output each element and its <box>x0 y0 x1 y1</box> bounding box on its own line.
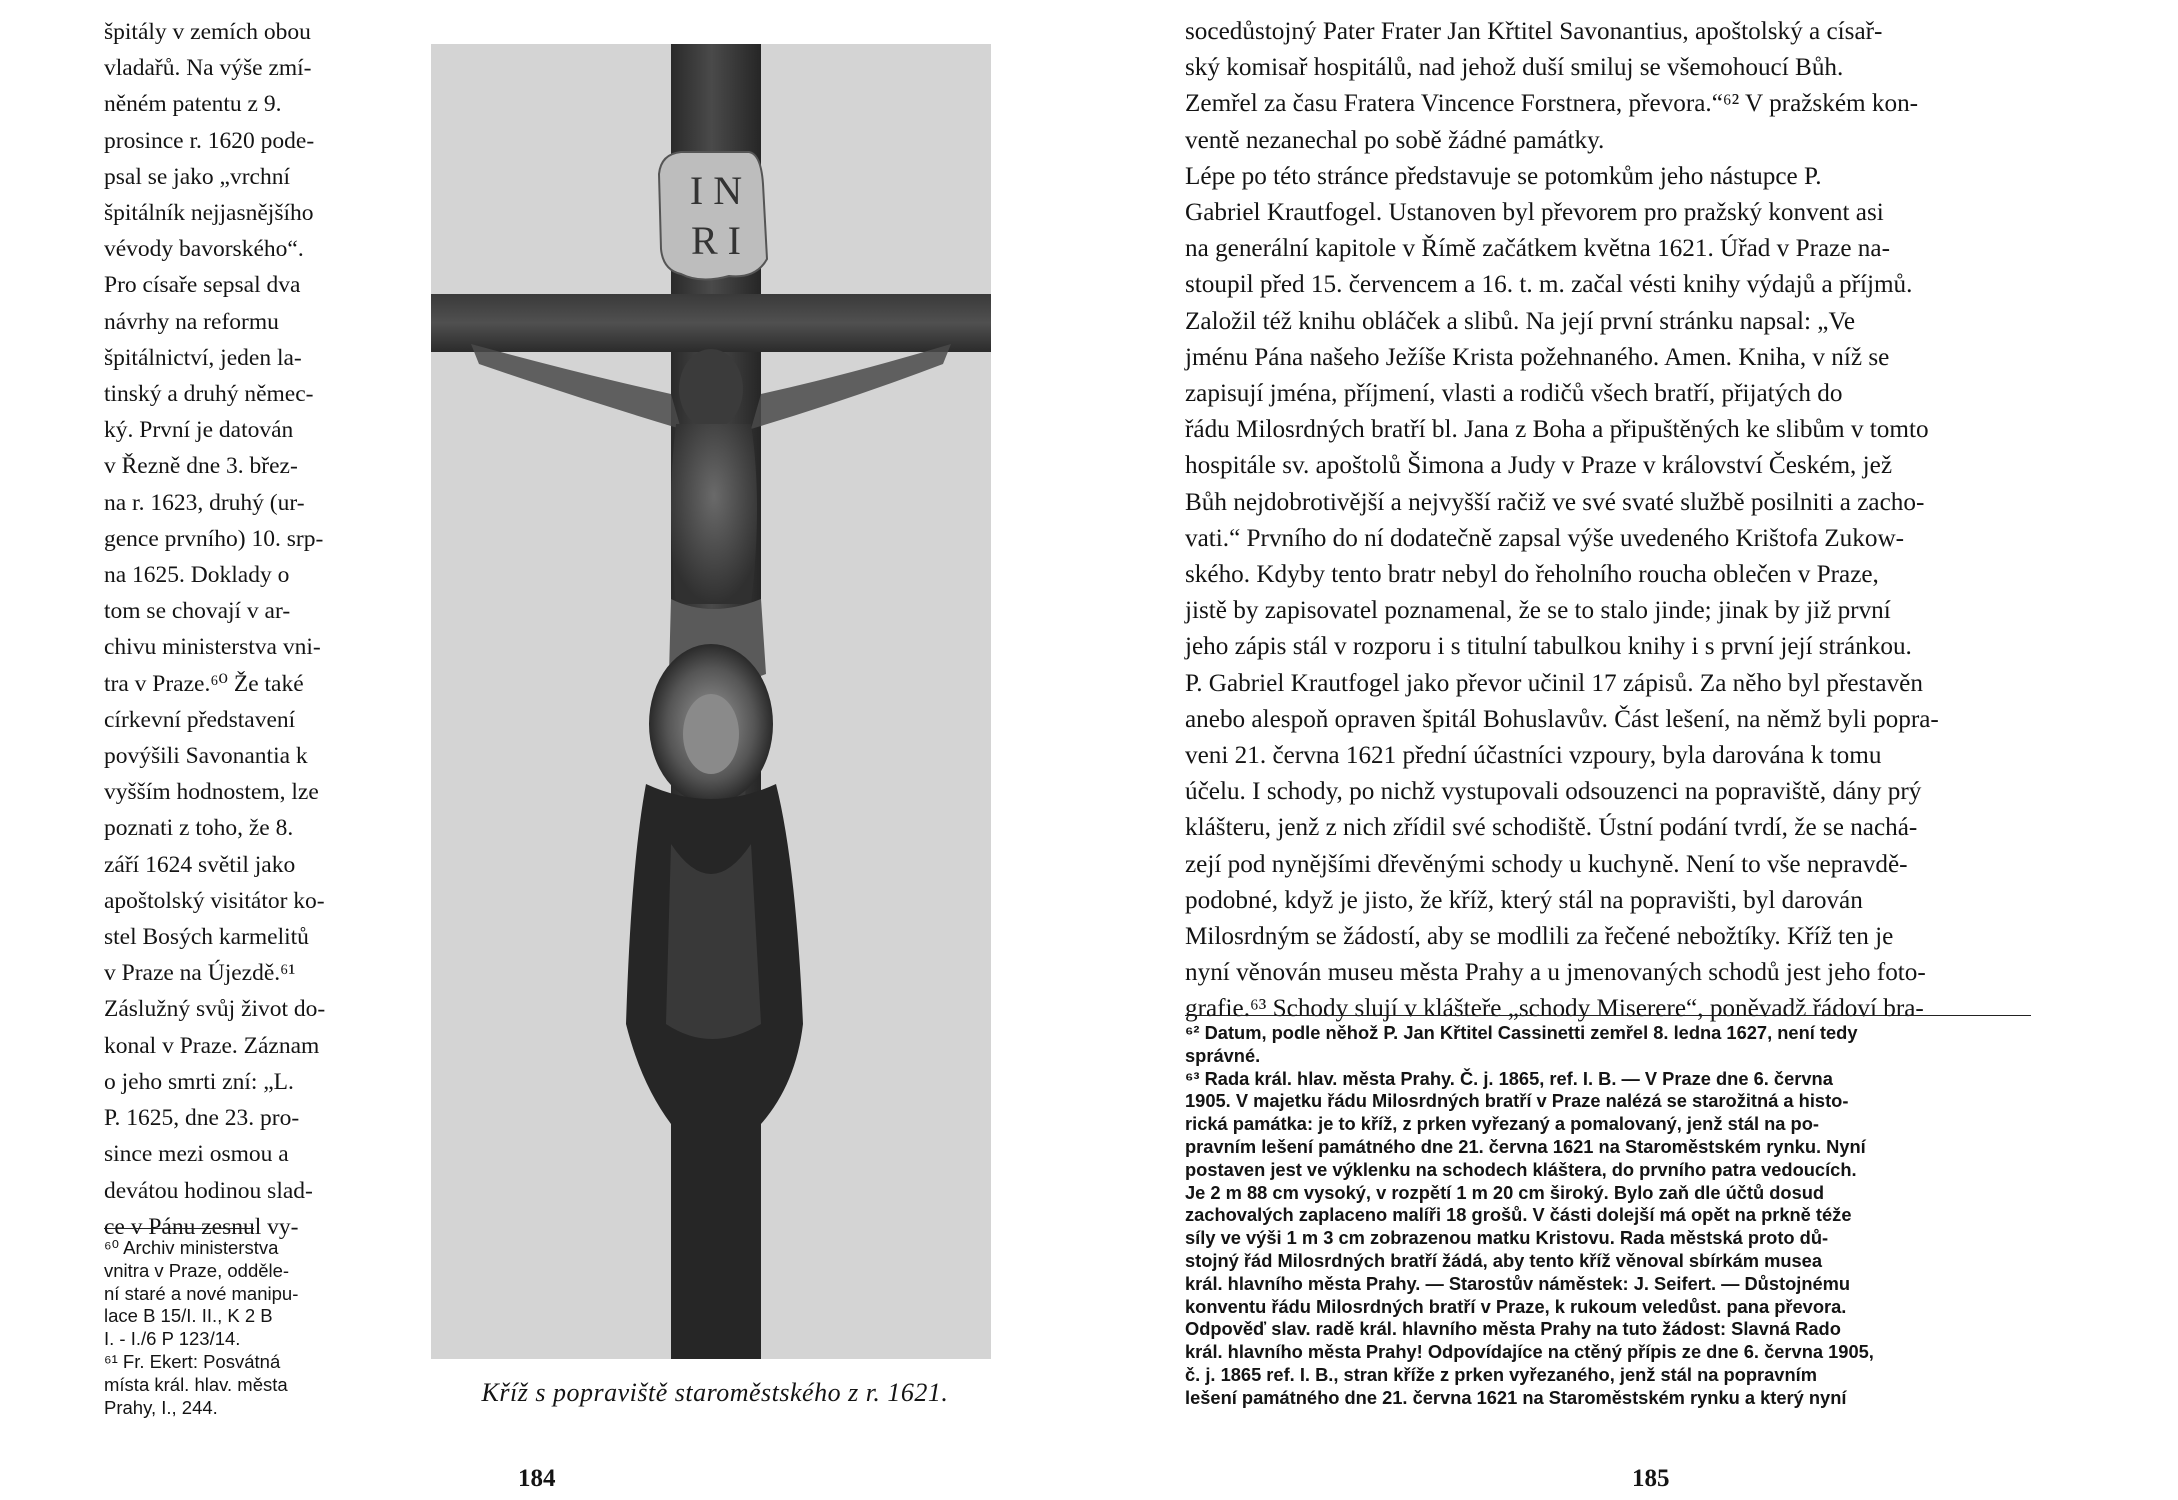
text-line: chivu ministerstva vni- <box>104 634 321 661</box>
inri-bottom: R I <box>691 218 741 263</box>
cross-horizontal-beam <box>431 294 991 352</box>
text-line: vyšším hodnostem, lze <box>104 779 319 806</box>
text-line: tra v Praze.⁶⁰ Že také <box>104 670 304 697</box>
text-line: povýšili Savonantia k <box>104 743 308 770</box>
right-page <box>1089 0 2178 1500</box>
text-line: hospitále sv. apoštolů Šimona a Judy v Praze v království Českém, jež <box>1185 452 1892 480</box>
text-line: špitálnictví, jeden la- <box>104 344 302 371</box>
text-line: poznati z toho, že 8. <box>104 815 294 842</box>
text-line: veni 21. června 1621 přední účastníci vzpoury, byla darována k tomu <box>1185 742 1882 770</box>
text-line: ventě nezanechal po sobě žádné památky. <box>1185 126 1605 154</box>
text-line: devátou hodinou slad- <box>104 1177 313 1204</box>
text-line: něném patentu z 9. <box>104 91 282 118</box>
text-line: září 1624 světil jako <box>104 851 296 878</box>
crucifix-photo <box>431 44 991 1359</box>
text-line: stel Bosých karmelitů <box>104 924 309 951</box>
footnote-divider-left <box>104 1228 254 1229</box>
footnote-line: č. j. 1865 ref. I. B., stran kříže z prken vyřezaného, jenž stál na popravním <box>1185 1363 1817 1385</box>
text-line: církevní představení <box>104 706 296 733</box>
footnote-line: lace B 15/I. II., K 2 B <box>104 1305 273 1327</box>
text-line: Gabriel Krautfogel. Ustanoven byl převorem pro pražský konvent asi <box>1185 199 1884 227</box>
text-line: Záslužný svůj život do- <box>104 996 326 1023</box>
text-line: v Řezně dne 3. břez- <box>104 453 298 480</box>
footnote-line: ⁶¹ Fr. Ekert: Posvátná <box>104 1350 281 1372</box>
image-caption: Kříž s popraviště staroměstského z r. 1621. <box>481 1378 949 1407</box>
footnote-line: vnitra v Praze, odděle- <box>104 1259 290 1281</box>
footnote-line: ní staré a nové manipu- <box>104 1282 299 1304</box>
text-line: vévody bavorského“. <box>104 236 304 263</box>
left-page-body-text <box>104 14 388 1245</box>
text-line: psal se jako „vrchní <box>104 163 290 190</box>
text-line: jeho zápis stál v rozporu i s titulní tabulkou knihy i s první její stránkou. <box>1185 633 1912 661</box>
left-page-footnotes <box>104 1237 388 1419</box>
text-line: konal v Praze. Záznam <box>104 1032 320 1059</box>
text-line: vati.“ Prvního do ní dodatečně zapsal výše uvedeného Krištofa Zukow- <box>1185 524 1905 552</box>
footnote-line: pravním lešení památného dne 21. června 1621 na Staroměstském rynku. Nyní <box>1185 1135 1866 1157</box>
text-line: Pro císaře sepsal dva <box>104 272 301 299</box>
text-line: na generální kapitole v Římě začátkem května 1621. Úřad v Praze na- <box>1185 235 1890 263</box>
text-line: v Praze na Újezdě.⁶¹ <box>104 960 296 987</box>
text-line: na 1625. Doklady o <box>104 562 290 589</box>
text-line: zejí pod nynějšími dřevěnými schody u kuchyně. Není to vše nepravdě- <box>1185 850 1908 878</box>
footnote-line: I. - I./6 P 123/14. <box>104 1328 241 1350</box>
footnote-line: stojný řád Milosrdných bratří žádá, aby tento kříž věnoval sbírkám musea <box>1185 1249 1822 1271</box>
page-number-right: 185 <box>1632 1465 1670 1492</box>
footnote-line: ⁶⁰ Archiv ministerstva <box>104 1237 279 1258</box>
text-line: o jeho smrti zní: „L. <box>104 1068 294 1095</box>
text-line: Lépe po této stránce představuje se potomkům jeho nástupce P. <box>1185 162 1822 190</box>
footnote-line: lešení památného dne 21. června 1621 na Staroměstském rynku a který nyní <box>1185 1386 1847 1408</box>
text-line: ského. Kdyby tento bratr nebyl do řeholního roucha oblečen v Praze, <box>1185 561 1879 589</box>
madonna-face <box>683 694 739 774</box>
text-line: ský komisař hospitálů, nad jehož duší smiluj se všemohoucí Bůh. <box>1185 54 1844 82</box>
text-line: P. 1625, dne 23. pro- <box>104 1105 300 1132</box>
text-line: ký. První je datován <box>104 417 294 444</box>
text-line: klášteru, jenž z nich zřídil své schodiště. Ústní podání tvrdí, že se nachá- <box>1185 814 1918 842</box>
footnote-line: ⁶³ Rada král. hlav. města Prahy. Č. j. 1865, ref. I. B. — V Praze dne 6. června <box>1185 1067 1833 1089</box>
text-line: návrhy na reformu <box>104 308 279 335</box>
footnote-line: král. hlavního města Prahy. — Starostův náměstek: J. Seifert. — Důstojnému <box>1185 1272 1851 1294</box>
text-line: na r. 1623, druhý (ur- <box>104 489 305 516</box>
text-line: tinský a druhý němec- <box>104 381 314 408</box>
text-line: podobné, když je jisto, že kříž, který stál na popravišti, byl darován <box>1185 886 1863 914</box>
crucifix-illustration <box>431 44 991 1359</box>
text-line: vladařů. Na výše zmí- <box>104 55 312 82</box>
christ-head <box>679 349 743 429</box>
footnote-line: rická památka: je to kříž, z prken vyřezaný a pomalovaný, jenž stál na po- <box>1185 1113 1819 1135</box>
footnote-line: postaven jest ve výklenku na schodech kláštera, do prvního patra vedoucích. <box>1185 1158 1857 1180</box>
text-line: Zemřel za času Fratera Vincence Forstnera, převora.“⁶² V pražském kon- <box>1185 90 1919 118</box>
text-line: ce v Pánu zesnul vy- <box>104 1213 299 1240</box>
footnote-line: konventu řádu Milosrdných bratří v Praze, k rukoum veledůst. pana převora. <box>1185 1295 1847 1317</box>
text-line: řádu Milosrdných bratří bl. Jana z Boha a připuštěných ke slibům v tomto <box>1185 416 1929 444</box>
text-line: tom se chovají v ar- <box>104 598 291 625</box>
footnote-line: král. hlavního města Prahy! Odpovídajíce na ctěný přípis ze dne 6. června 1905, <box>1185 1341 1874 1363</box>
text-line: apoštolský visitátor ko- <box>104 887 325 914</box>
text-line: Bůh nejdobrotivější a nejvyšší račiž ve své svaté službě posilniti a zacho- <box>1185 488 1925 516</box>
text-line: P. Gabriel Krautfogel jako převor učinil 17 zápisů. Za něho byl přestavěn <box>1185 669 1923 697</box>
text-line: jistě by zapisovatel poznamenal, že se to stalo jinde; jinak by již první <box>1185 597 1891 625</box>
page-number-left: 184 <box>518 1465 556 1492</box>
footnote-line: Je 2 m 88 cm vysoký, v rozpětí 1 m 20 cm široký. Bylo zaň dle účtů dosud <box>1185 1181 1825 1203</box>
footnote-line: zachovalých zaplaceno malíři 18 grošů. V části dolejší má opět na prkně téže <box>1185 1204 1852 1226</box>
text-line: Milosrdným se žádostí, aby se modlili za řečené nebožtíky. Kříž ten je <box>1185 923 1894 951</box>
footnote-line: ⁶² Datum, podle něhož P. Jan Křtitel Cassinetti zemřel 8. ledna 1627, není tedy <box>1185 1022 1858 1043</box>
text-line: Založil též knihu obláček a slibů. Na její první stránku napsal: „Ve <box>1185 307 1856 335</box>
text-line: stoupil před 15. červencem a 16. t. m. začal vésti knihy výdajů a příjmů. <box>1185 271 1913 299</box>
right-page-footnotes <box>1185 1022 2031 1410</box>
footnote-line: místa král. hlav. města <box>104 1373 288 1395</box>
text-line: socedůstojný Pater Frater Jan Křtitel Savonantius, apoštolský a císař- <box>1185 18 1883 45</box>
footnote-line: síly ve výši 1 m 3 cm zobrazenou matku Kristovu. Rada městská proto dů- <box>1185 1227 1829 1249</box>
text-line: špitály v zemích obou <box>104 19 311 45</box>
text-line: anebo alespoň opraven špitál Bohuslavův. Část lešení, na němž byli popra- <box>1185 705 1939 733</box>
text-line: nyní věnován museu města Prahy a u jmenovaných schodů jest jeho foto- <box>1185 959 1926 987</box>
text-line: zapisují jména, příjmení, vlasti a rodičů všech bratří, přijatých do <box>1185 380 1843 408</box>
text-line: prosince r. 1620 pode- <box>104 127 315 154</box>
text-line: since mezi osmou a <box>104 1141 289 1168</box>
text-line: gence prvního) 10. srp- <box>104 525 324 552</box>
right-page-body-text <box>1185 14 2031 1028</box>
inri-top: I N <box>689 168 743 213</box>
footnote-line: správné. <box>1185 1044 1261 1066</box>
text-line: jménu Pána našeho Ježíše Krista požehnaného. Amen. Kniha, v níž se <box>1185 343 1890 371</box>
text-line: účelu. I schody, po nichž vystupovali odsouzenci na popraviště, dány prý <box>1185 778 1922 806</box>
text-line: špitálník nejjasnějšího <box>104 200 314 227</box>
footnote-line: 1905. V majetku řádu Milosrdných bratří v Praze nalézá se starožitná a histo- <box>1185 1090 1849 1112</box>
footnote-divider-right <box>1185 1015 2031 1016</box>
christ-torso <box>671 424 757 604</box>
text-line: grafie.⁶³ Schody slují v klášteře „schody Miserere“, poněvadž řádoví bra- <box>1185 995 1924 1023</box>
footnote-line: Prahy, I., 244. <box>104 1396 218 1418</box>
footnote-line: Odpověď slav. radě král. hlavního města Prahy na tuto žádost: Slavná Rado <box>1185 1318 1841 1340</box>
